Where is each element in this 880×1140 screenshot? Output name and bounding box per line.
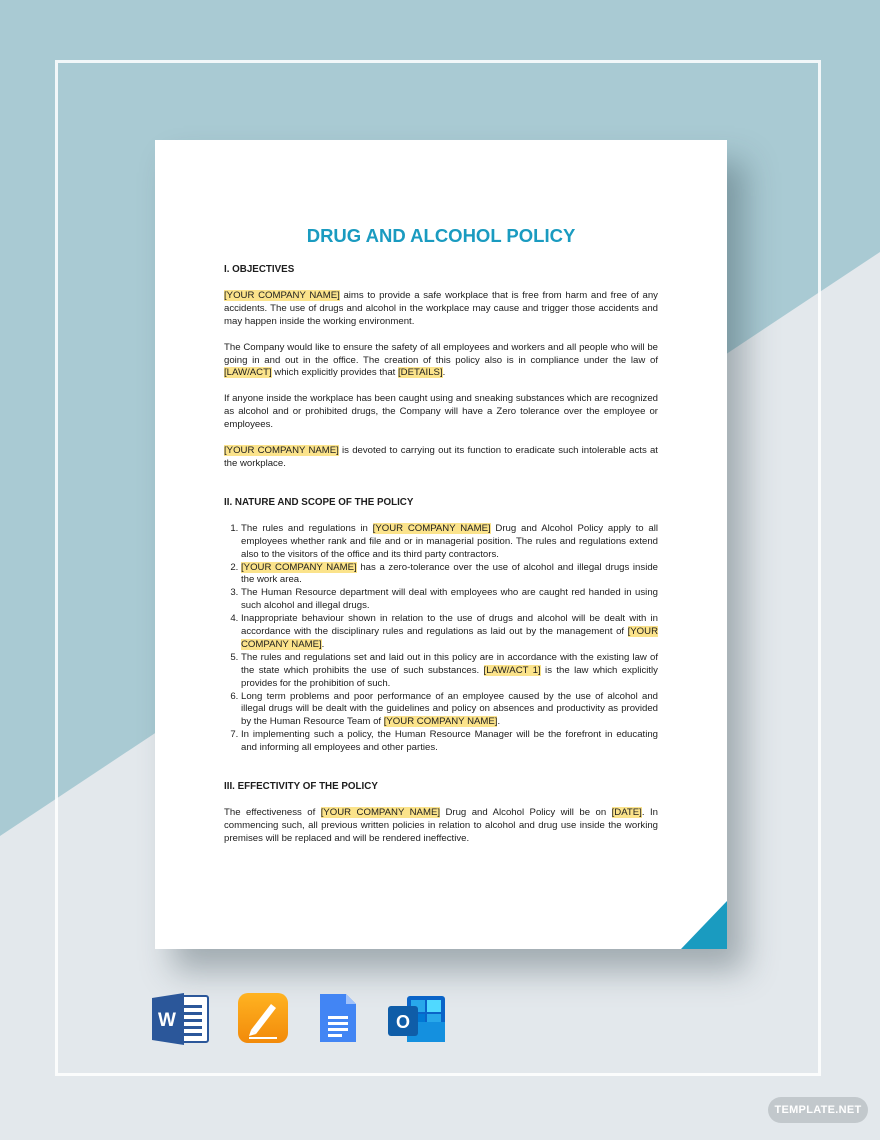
section-heading-scope: II. NATURE AND SCOPE OF THE POLICY	[224, 496, 414, 508]
item-text: has a zero-tolerance over the use of alcohol and illegal drugs inside the work area.	[241, 561, 658, 586]
paragraph-text: is devoted to carrying out its function to eradicate such intolerable acts at the workplace.	[224, 445, 658, 469]
item-text: Drug and Alcohol Policy apply to all employees whether rank and file and or in managerial position. The rules and regulations extend also to the visitors of the office and its third party contractors.	[241, 522, 658, 560]
item-text: In implementing such a policy, the Human Resource Manager will be the forefront in educating and informing all employees and other parties.	[241, 729, 658, 754]
list-item	[241, 613, 658, 652]
watermark-badge: TEMPLATE.NET	[768, 1097, 868, 1123]
item-text: .	[497, 716, 501, 728]
item-text: .	[321, 638, 325, 650]
objectives-paragraph-4	[224, 445, 658, 471]
microsoft-word-icon[interactable]	[152, 992, 210, 1046]
paragraph-text: The Company would like to ensure the safety of all employees and workers and all people who will be going in and out in the office. The creation of this policy also is in compliance under the law of	[224, 341, 658, 366]
page-corner-accent	[681, 901, 727, 949]
placeholder-company-name: [YOUR COMPANY NAME]	[372, 522, 491, 534]
list-item	[241, 562, 658, 588]
objectives-paragraph-3	[224, 393, 658, 432]
document-title: DRUG AND ALCOHOL POLICY	[306, 225, 576, 246]
list-item	[241, 729, 658, 755]
placeholder-company-name: [YOUR COMPANY NAME]	[320, 807, 441, 818]
placeholder-company-name: [YOUR COMPANY NAME]	[224, 445, 339, 457]
list-item	[241, 587, 658, 613]
section-heading-effectivity: III. EFFECTIVITY OF THE POLICY	[224, 781, 378, 793]
placeholder-law-act-1: [LAW/ACT 1]	[483, 664, 541, 676]
item-text: The rules and regulations set and laid out in this policy are in accordance with the existing law of the state which prohibits the use of such substances.	[241, 651, 658, 676]
document-page	[155, 140, 727, 949]
list-item	[241, 691, 658, 730]
apple-pages-icon[interactable]	[237, 992, 289, 1044]
item-text: Inappropriate behaviour shown in relation to the use of drugs and alcohol will be dealt with in accordance with the disciplinary rules and regulations as laid out by the management of	[241, 613, 658, 638]
placeholder-company-name: [YOUR COMPANY NAME]	[241, 561, 357, 573]
placeholder-company-name: [YOUR COMPANY NAME]	[383, 716, 498, 728]
item-text: Long term problems and poor performance of an employee caused by the use of alcohol and illegal drugs will be dealt with the guidelines and policy on absences and productivity as provided by the Human Resource Team of	[241, 690, 658, 728]
objectives-paragraph-1	[224, 290, 658, 329]
placeholder-company-name: [YOUR COMPANY NAME]	[224, 289, 340, 301]
paragraph-text: which explicitly provides that	[271, 367, 398, 379]
objectives-paragraph-2	[224, 342, 658, 381]
effectivity-paragraph	[224, 807, 658, 846]
paragraph-text: Drug and Alcohol Policy will be on	[440, 807, 612, 818]
outlook-letter: O	[395, 1012, 411, 1032]
placeholder-details: [DETAILS]	[398, 367, 443, 379]
paragraph-text: . In commencing such, all previous written policies in relation to alcohol and drug use inside the working premises will be replaced and will be rendered ineffective.	[224, 807, 658, 844]
item-text: The Human Resource department will deal with employees who are caught red handed in using such alcohol and illegal drugs.	[241, 587, 658, 612]
paragraph-text: .	[442, 367, 446, 379]
item-text: The rules and regulations in	[241, 522, 373, 534]
paragraph-text: aims to provide a safe workplace that is free from harm and free of any accidents. The use of drugs and alcohol in the workplace may cause and trigger those accidents and may happen inside the working environment.	[224, 289, 658, 327]
scope-list	[224, 523, 658, 755]
placeholder-company-name: [YOUR COMPANY NAME]	[241, 626, 658, 650]
document-body	[224, 224, 658, 859]
paragraph-text: The effectiveness of	[224, 807, 321, 818]
section-heading-objectives: I. OBJECTIVES	[224, 264, 295, 275]
item-text: is the law which explicitly provides for the prohibition of such.	[241, 664, 658, 689]
list-item	[241, 523, 658, 562]
google-docs-icon[interactable]	[318, 992, 358, 1044]
paragraph-text: If anyone inside the workplace has been caught using and sneaking substances which are recognized as alcohol and or prohibited drugs, the Company will have a Zero tolerance over the employee or employees.	[224, 393, 658, 431]
word-letter: W	[158, 1010, 176, 1031]
list-item	[241, 652, 658, 691]
placeholder-date: [DATE]	[611, 807, 642, 818]
placeholder-law-act: [LAW/ACT]	[224, 367, 272, 379]
microsoft-outlook-icon[interactable]	[387, 992, 447, 1044]
